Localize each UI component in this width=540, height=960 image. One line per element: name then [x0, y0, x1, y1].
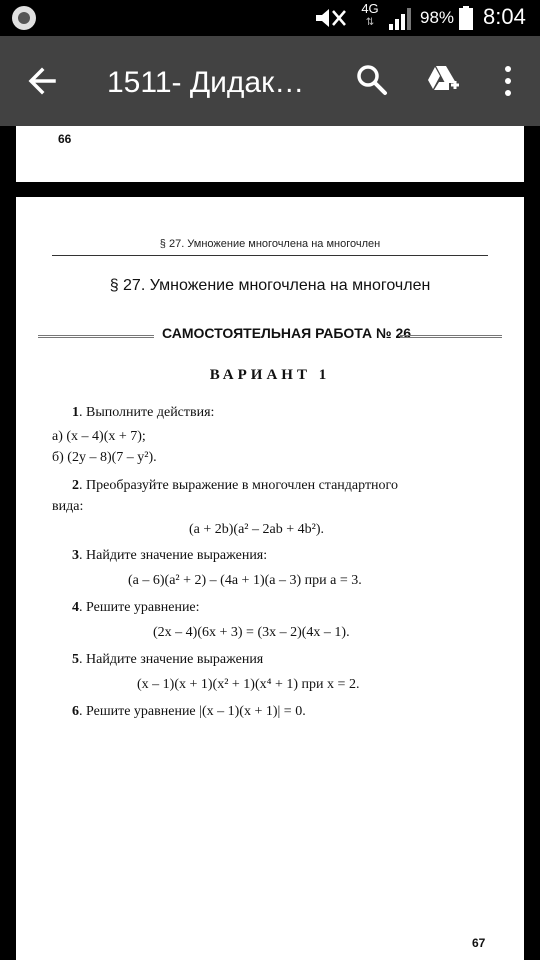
more-options-icon[interactable]: [498, 63, 518, 99]
task-3: 3. Найдите значение выражения:: [72, 548, 268, 563]
search-icon[interactable]: [355, 63, 389, 97]
task-4-formula: (2x – 4)(6x + 3) = (3x – 2)(4x – 1).: [153, 625, 350, 640]
variant-title: ВАРИАНТ 1: [209, 367, 331, 383]
task-text: Выполните действия:: [86, 405, 215, 420]
work-title: САМОСТОЯТЕЛЬНАЯ РАБОТА № 26: [162, 325, 412, 341]
task-4: 4. Решите уравнение:: [72, 600, 200, 615]
task-2-formula: (a + 2b)(a² – 2ab + 4b²).: [189, 522, 324, 537]
task-2: 2. Преобразуйте выражение в многочлен стандартного: [72, 478, 398, 493]
task-2-text-cont: вида:: [52, 499, 84, 514]
task-number: 2: [72, 478, 79, 493]
page-number: 66: [58, 132, 72, 146]
signal-icon: [388, 8, 412, 30]
previous-page: [16, 126, 524, 182]
task-number: 5: [72, 652, 79, 667]
section-title: § 27. Умножение многочлена на многочлен: [109, 277, 431, 294]
document-title: 1511- Дидак…: [107, 66, 305, 99]
task-text: Найдите значение выражения:: [86, 548, 268, 563]
battery-icon: [458, 6, 474, 30]
page-number: 67: [472, 936, 486, 950]
task-1: 1. Выполните действия:: [72, 405, 215, 420]
task-number: 6: [72, 704, 79, 719]
add-to-drive-icon[interactable]: [425, 63, 461, 97]
data-arrows-icon: ⇅: [365, 17, 375, 28]
notification-app-icon: [12, 6, 36, 30]
task-text: Решите уравнение:: [86, 600, 200, 615]
back-arrow-icon[interactable]: [24, 63, 60, 99]
task-number: 4: [72, 600, 79, 615]
mute-icon: [313, 6, 347, 30]
task-5-formula: (x – 1)(x + 1)(x² + 1)(x⁴ + 1) при x = 2.: [137, 677, 360, 692]
clock: 8:04: [483, 4, 526, 29]
task-1-part-a: а) (x – 4)(x + 7);: [52, 429, 146, 444]
work-heading: [36, 325, 502, 345]
task-text: Найдите значение выражения: [86, 652, 264, 667]
network-indicator: [356, 2, 384, 30]
header-rule: [52, 255, 488, 256]
task-6: 6. Решите уравнение |(x – 1)(x + 1)| = 0.: [72, 704, 306, 719]
status-bar: [0, 0, 540, 36]
task-text: Решите уравнение |(x – 1)(x + 1)| = 0.: [86, 704, 306, 719]
running-header: § 27. Умножение многочлена на многочлен: [159, 238, 381, 250]
task-3-formula: (a – 6)(a² + 2) – (4a + 1)(a – 3) при a = 3.: [128, 573, 362, 588]
heading-rule-right: [400, 335, 502, 338]
task-5: 5. Найдите значение выражения: [72, 652, 264, 667]
battery-percent: 98%: [420, 8, 455, 27]
heading-rule-left: [38, 335, 154, 338]
document-page: [16, 197, 524, 960]
app-bar: [0, 36, 540, 126]
task-number: 1: [72, 405, 79, 420]
task-1-part-b: б) (2y – 8)(7 – y²).: [52, 450, 157, 465]
network-type: 4G: [361, 1, 379, 16]
task-text: Преобразуйте выражение в многочлен стандартного: [86, 478, 398, 493]
task-number: 3: [72, 548, 79, 563]
